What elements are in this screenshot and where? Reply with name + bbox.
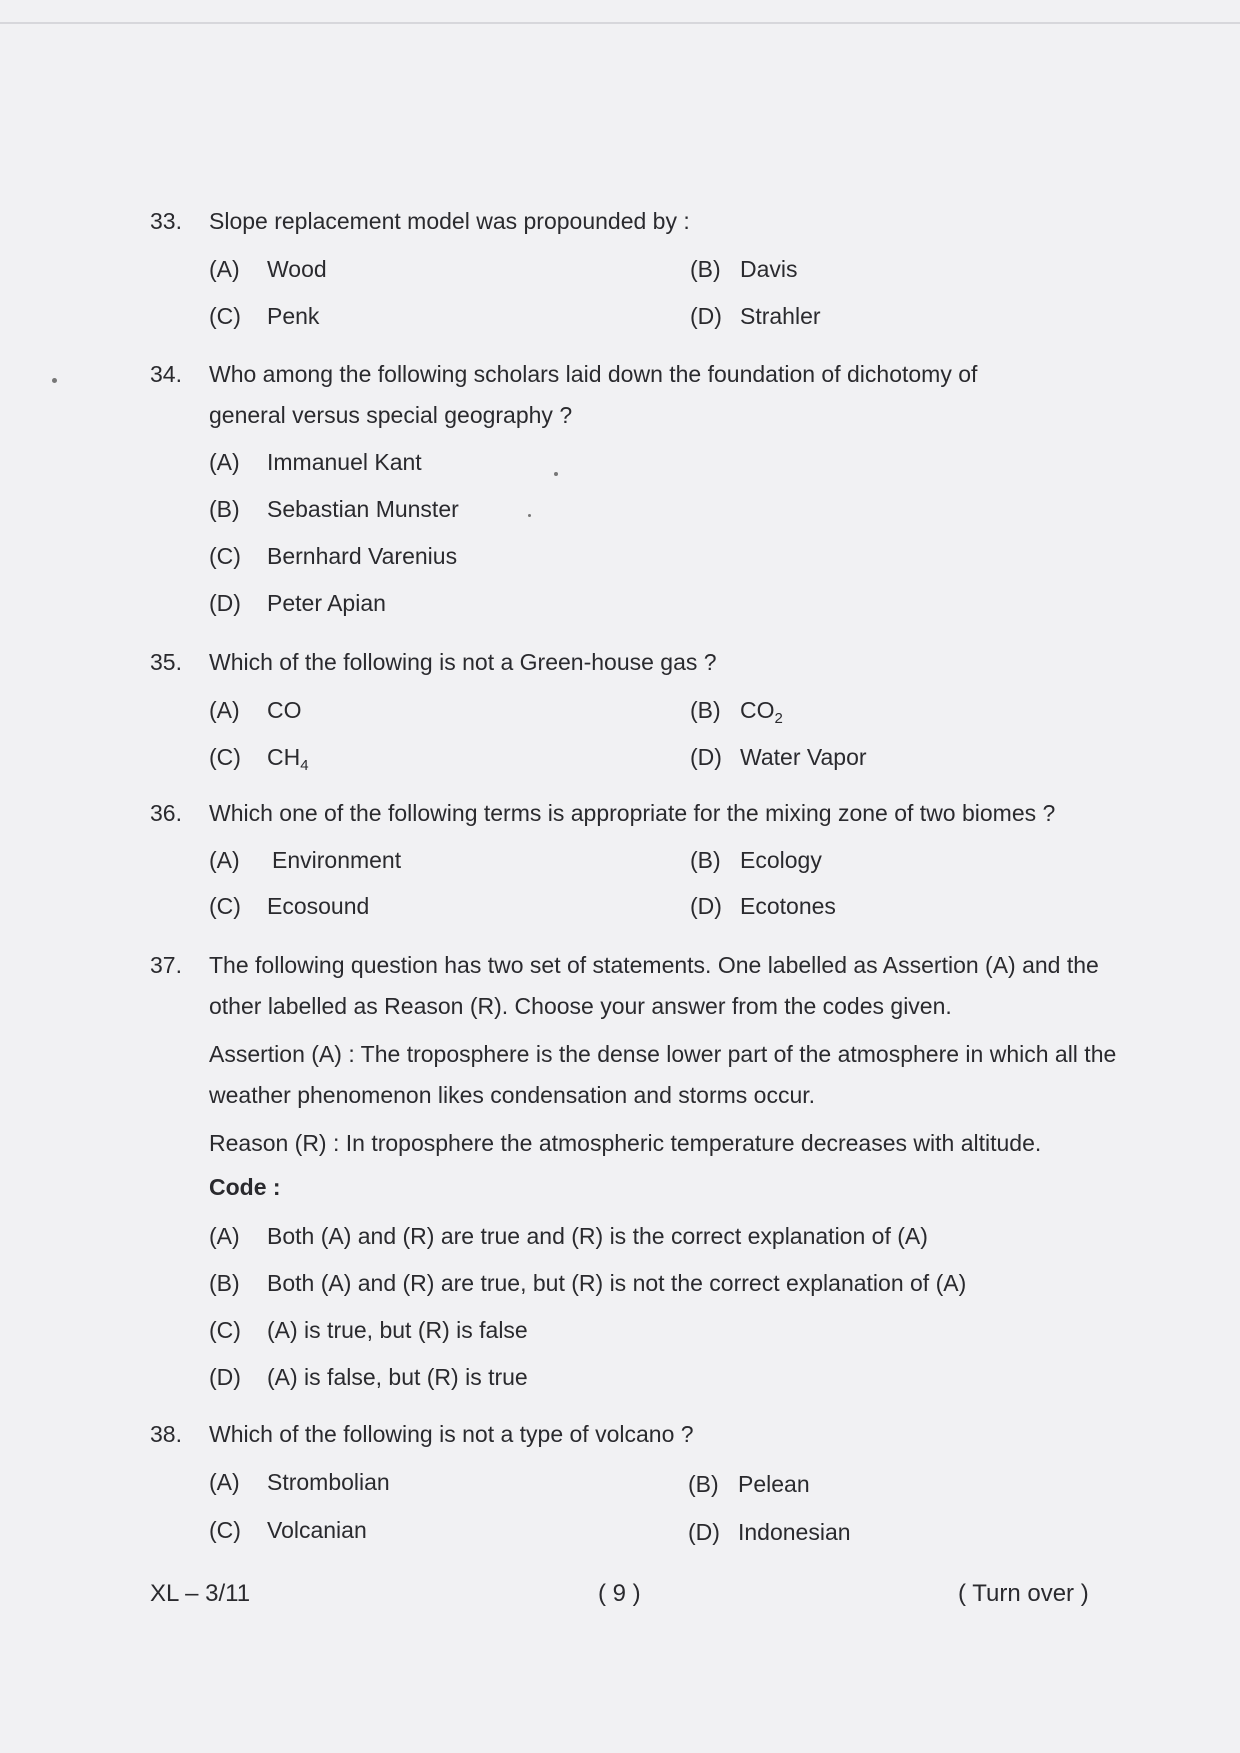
page-number: ( 9 ) <box>598 1580 641 1607</box>
paper-code: XL – 3/11 <box>150 1580 251 1607</box>
assertion-text: Assertion (A) : The troposphere is the dense lower part of the atmosphere in which all the weather phenomenon likes condensation and storms occur. <box>209 1041 1117 1108</box>
question-text: Who among the following scholars laid down the foundation of dichotomy of general versus special geography ? <box>209 361 978 428</box>
question-number: 35. <box>150 649 182 675</box>
option-b: (B) $CO_2$ <box>690 697 783 727</box>
question-text: Which one of the following terms is appropriate for the mixing zone of two biomes ? <box>209 800 1056 826</box>
option-b: (B) Davis <box>690 256 798 282</box>
reason-text: Reason (R) : In troposphere the atmospheric temperature decreases with altitude. <box>209 1130 1042 1156</box>
option-a: (A) Immanuel Kant <box>209 449 422 475</box>
top-edge-line <box>0 22 1240 24</box>
option-a: (A) Environment <box>209 847 402 873</box>
option-b: (B) Sebastian Munster <box>209 496 459 522</box>
option-a: (A) CO <box>209 697 302 723</box>
option-d: (D) Peter Apian <box>209 590 386 616</box>
option-d: (D) Indonesian <box>688 1519 851 1545</box>
option-a: (A) Strombolian <box>209 1469 390 1495</box>
option-c: (C) Bernhard Varenius <box>209 543 458 569</box>
option-c: (C) Ecosound <box>209 893 370 919</box>
question-text: Slope replacement model was propounded by : <box>209 208 690 234</box>
option-c: (C) (A) is true, but (R) is false <box>209 1317 528 1343</box>
option-b: (B) Pelean <box>688 1471 810 1497</box>
turn-over-note: ( Turn over ) <box>958 1580 1089 1607</box>
option-b: (B) Both (A) and (R) are true, but (R) is not the correct explanation of (A) <box>209 1270 967 1296</box>
option-a: (A) Wood <box>209 256 327 282</box>
option-c: (C) $CH_4$ <box>209 744 309 774</box>
question-number: 33. <box>150 208 182 234</box>
option-d: (D) Water Vapor <box>690 744 867 770</box>
question-number: 37. <box>150 952 182 978</box>
question-number: 38. <box>150 1421 182 1447</box>
option-c: (C) Penk <box>209 303 320 329</box>
option-d: (D) Ecotones <box>690 893 836 919</box>
question-text: Which of the following is not a Green-house gas ? <box>209 649 717 675</box>
option-a: (A) Both (A) and (R) are true and (R) is the correct explanation of (A) <box>209 1223 928 1249</box>
question-number: 36. <box>150 800 182 826</box>
question-text: Which of the following is not a type of volcano ? <box>209 1421 694 1447</box>
scan-speck <box>52 378 57 383</box>
question-number: 34. <box>150 361 182 387</box>
question-text: The following question has two set of statements. One labelled as Assertion (A) and the other labelled as Reason (R). Choose your answer from the codes given. <box>209 952 1099 1019</box>
option-d: (D) (A) is false, but (R) is true <box>209 1364 528 1390</box>
scan-speck <box>528 514 531 517</box>
option-c: (C) Volcanian <box>209 1517 367 1543</box>
code-label: Code : <box>209 1174 281 1200</box>
option-d: (D) Strahler <box>690 303 821 329</box>
option-b: (B) Ecology <box>690 847 822 873</box>
scan-speck <box>554 472 558 476</box>
